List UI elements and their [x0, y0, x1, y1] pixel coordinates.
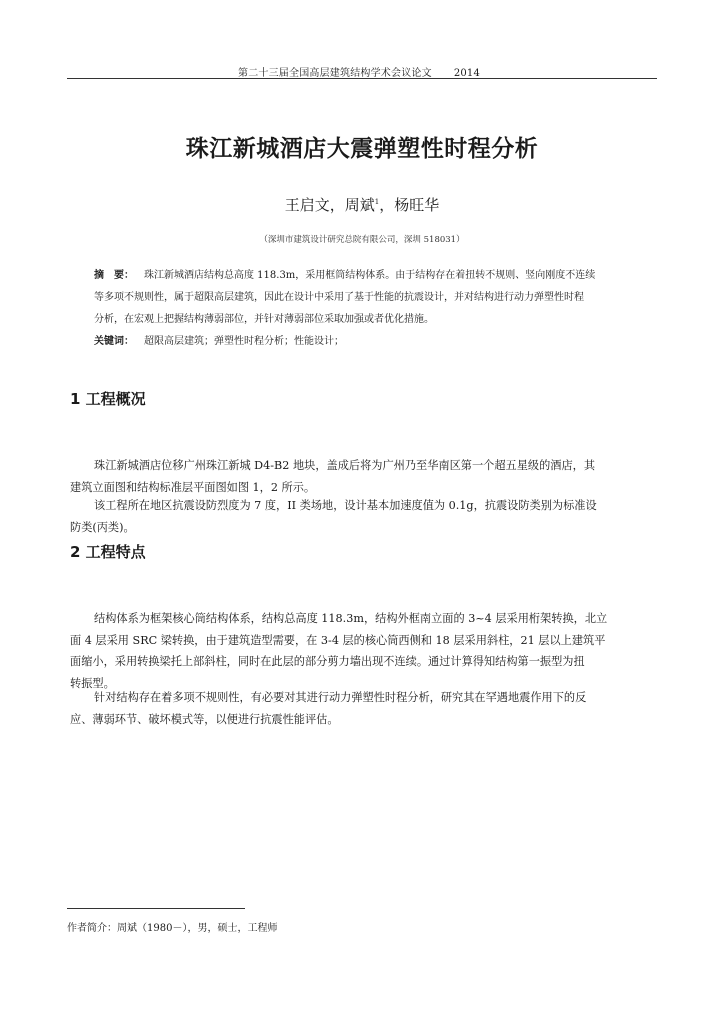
- paragraph-line: 转振型。: [70, 676, 115, 690]
- paper-title: 珠江新城酒店大震弹塑性时程分析: [185, 136, 539, 162]
- abstract-line: 珠江新城酒店结构总高度 118.3m，采用框筒结构体系。由于结构存在着扭转不规则、竖向刚度不连续: [144, 270, 596, 281]
- conference-name: 第二十三届全国高层建筑结构学术会议论文: [238, 68, 432, 79]
- abstract-label: 摘 要：: [94, 270, 134, 281]
- abstract: [94, 265, 658, 353]
- paragraph-line: 结构体系为框架核心筒结构体系，结构总高度 118.3m，结构外框南立面的 3~4 层采用桁架转换，北立: [94, 612, 608, 625]
- footnote-divider: [67, 908, 245, 909]
- author-2-footnote-mark: 1: [374, 198, 380, 206]
- keywords-label: 关键词：: [94, 336, 134, 347]
- section-1-paragraph-1: [70, 455, 658, 498]
- section-2-heading: 2 工程特点: [70, 543, 146, 561]
- paragraph-line: 建筑立面图和结构标准层平面图如图 1，2 所示。: [70, 480, 316, 494]
- section-2-paragraph-1: [70, 608, 658, 694]
- author-list: [0, 194, 724, 215]
- paragraph-line: 针对结构存在着多项不规则性，有必要对其进行动力弹塑性时程分析，研究其在罕遇地震作用下的反: [94, 691, 587, 704]
- section-1-heading: 1 工程概况: [70, 390, 146, 408]
- paragraph-line: 珠江新城酒店位移广州珠江新城 D4-B2 地块，盖成后将为广州乃至华南区第一个超五星级的酒店，其: [94, 459, 596, 472]
- paragraph-line: 防类(丙类)。: [70, 520, 135, 534]
- conference-year: 2014: [453, 68, 481, 79]
- running-header: [238, 64, 498, 79]
- paragraph-line: 面缩小，采用转换梁托上部斜柱，同时在此层的部分剪力墙出现不连续。通过计算得知结构第一振型为扭: [70, 655, 585, 668]
- paragraph-line: 该工程所在地区抗震设防烈度为 7 度，II 类场地，设计基本加速度值为 0.1g，抗震设防类别为标准设: [94, 499, 597, 512]
- author-3: ，杨旺华: [379, 196, 440, 214]
- abstract-line: 分析，在宏观上把握结构薄弱部位，并针对薄弱部位采取加强或者优化措施。: [94, 314, 434, 325]
- author-2: 周斌: [344, 196, 375, 214]
- keywords: 超限高层建筑；弹塑性时程分析；性能设计；: [144, 336, 344, 347]
- abstract-line: 等多项不规则性，属于超限高层建筑，因此在设计中采用了基于性能的抗震设计，并对结构进行动力弹塑性时程: [94, 292, 584, 303]
- author-1: 王启文，: [284, 196, 345, 214]
- header-divider: [67, 78, 657, 79]
- affiliation: （深圳市建筑设计研究总院有限公司，深圳 518031）: [259, 235, 465, 245]
- paragraph-line: 面 4 层采用 SRC 梁转换，由于建筑造型需要，在 3-4 层的核心筒西侧和 18 层采用斜柱，21 层以上建筑平: [70, 633, 606, 647]
- section-2-paragraph-2: [70, 687, 658, 730]
- author-footnote: 作者简介：周斌（1980－），男，硕士，工程师: [67, 923, 278, 934]
- paragraph-line: 应、薄弱环节、破坏模式等，以便进行抗震性能评估。: [70, 712, 339, 726]
- section-1-paragraph-2: [70, 495, 658, 538]
